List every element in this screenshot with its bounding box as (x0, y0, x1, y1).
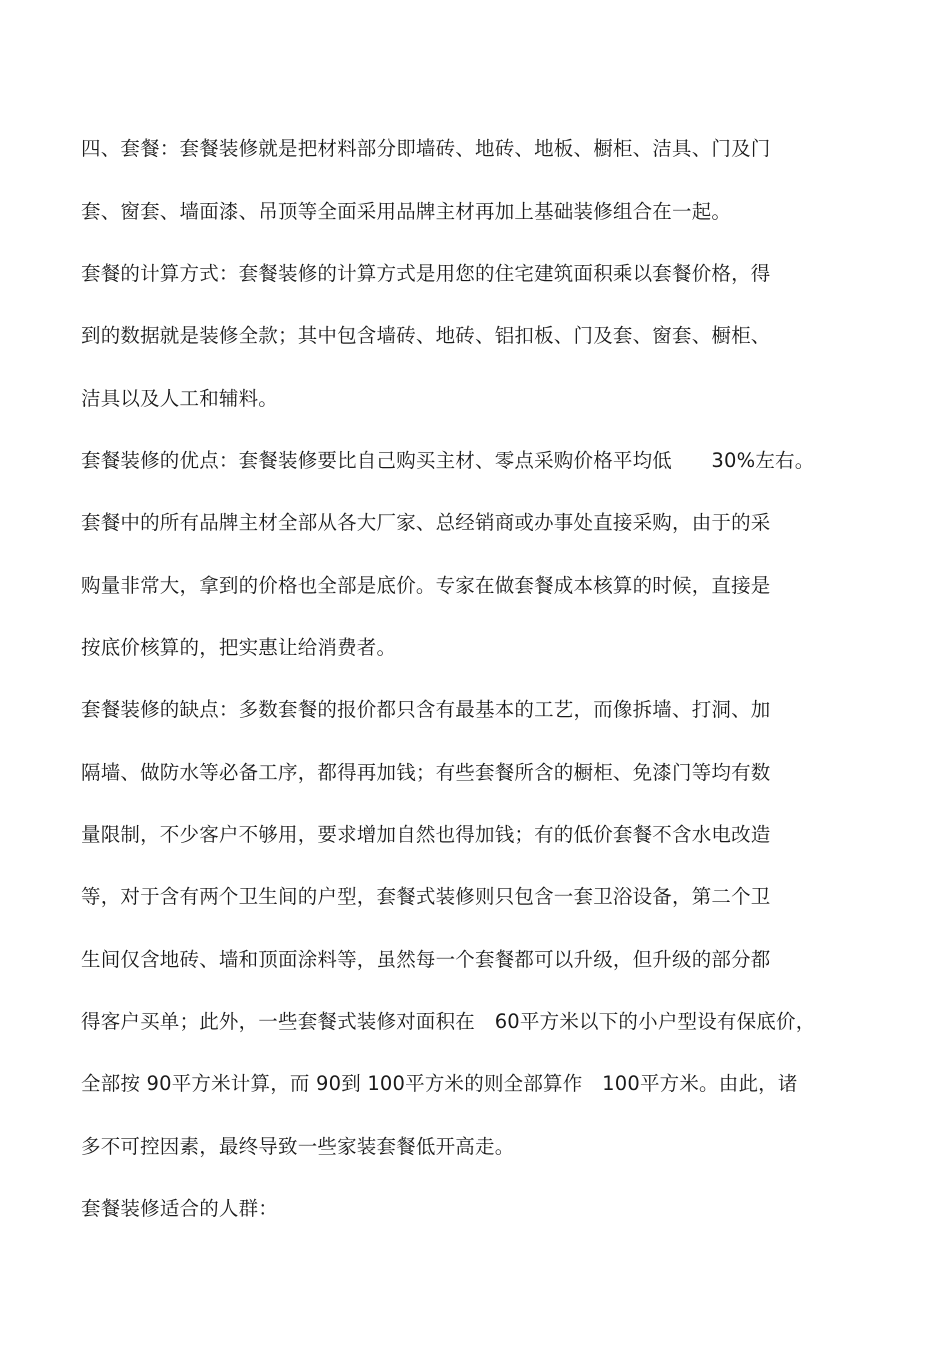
text-line-2: 套、窗套、墙面漆、吊顶等全面采用品牌主材再加上基础装修组合在一起。 (81, 200, 732, 223)
text-line-14: 生间仅含地砖、墙和顶面涂料等，虽然每一个套餐都可以升级，但升级的部分都 (81, 948, 771, 971)
text-line-6: 套餐装修的优点：套餐装修要比自己购买主材、零点采购价格平均低 30%左右。 (81, 449, 815, 472)
text-line-1: 四、套餐：套餐装修就是把材料部分即墙砖、地砖、地板、橱柜、洁具、门及门 (81, 137, 771, 160)
text-line-13: 等，对于含有两个卫生间的户型，套餐式装修则只包含一套卫浴设备，第二个卫 (81, 885, 771, 908)
text-line-9: 按底价核算的，把实惠让给消费者。 (81, 636, 397, 659)
text-line-4: 到的数据就是装修全款；其中包含墙砖、地砖、铝扣板、门及套、窗套、橱柜、 (81, 324, 771, 347)
text-line-15: 得客户买单；此外，一些套餐式装修对面积在 60平方米以下的小户型设有保底价， (81, 1010, 816, 1033)
text-line-17: 多不可控因素，最终导致一些家装套餐低开高走。 (81, 1135, 515, 1158)
text-line-18: 套餐装修适合的人群： (81, 1197, 279, 1220)
text-line-5: 洁具以及人工和辅料。 (81, 387, 279, 410)
text-line-3: 套餐的计算方式：套餐装修的计算方式是用您的住宅建筑面积乘以套餐价格，得 (81, 262, 771, 285)
text-line-10: 套餐装修的缺点：多数套餐的报价都只含有最基本的工艺，而像拆墙、打洞、加 (81, 698, 771, 721)
text-line-7: 套餐中的所有品牌主材全部从各大厂家、总经销商或办事处直接采购，由于的采 (81, 511, 771, 534)
text-line-16: 全部按 90平方米计算，而 90到 100平方米的则全部算作 100平方米。由此，诸 (81, 1072, 798, 1095)
text-line-12: 量限制，不少客户不够用，要求增加自然也得加钱；有的低价套餐不含水电改造 (81, 823, 771, 846)
text-line-8: 购量非常大，拿到的价格也全部是底价。专家在做套餐成本核算的时候，直接是 (81, 574, 771, 597)
text-line-11: 隔墙、做防水等必备工序，都得再加钱；有些套餐所含的橱柜、免漆门等均有数 (81, 761, 771, 784)
